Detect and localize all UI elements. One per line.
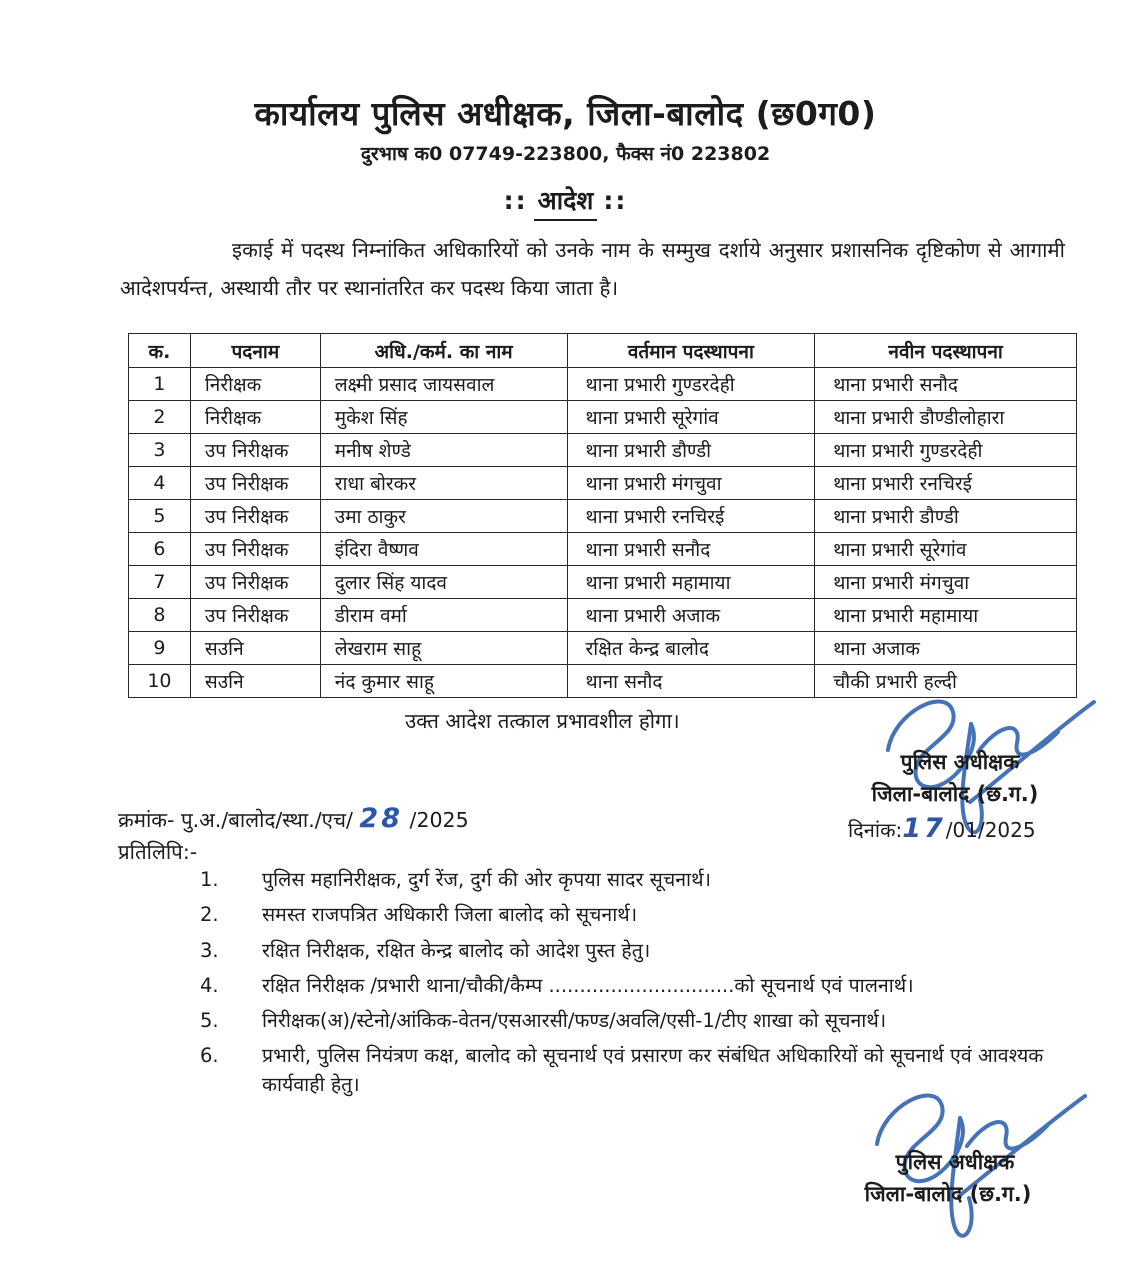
cell-name: लेखराम साहू	[320, 632, 567, 665]
date-label: दिनांक:	[848, 818, 903, 842]
cell-serial: 5	[129, 500, 191, 533]
table-row	[129, 665, 1077, 698]
cell-serial: 7	[129, 566, 191, 599]
cell-designation: उप निरीक्षक	[190, 533, 320, 566]
cell-current-posting: थाना प्रभारी गुण्डरदेही	[567, 368, 815, 401]
cell-current-posting: थाना प्रभारी मंगचुवा	[567, 467, 815, 500]
cell-designation: उप निरीक्षक	[190, 500, 320, 533]
cell-current-posting: थाना प्रभारी महामाया	[567, 566, 815, 599]
copy-item-text: समस्त राजपत्रित अधिकारी जिला बालोद को सूचनार्थ।	[262, 903, 638, 927]
copy-item-text: निरीक्षक(अ)/स्टेनो/आंकिक-वेतन/एसआरसी/फण्ड/अवलि/एसी-1/टीए शाखा को सूचनार्थ।	[262, 1009, 887, 1033]
col-header-current-posting: वर्तमान पदस्थापना	[567, 334, 815, 368]
cell-current-posting: थाना सनौद	[567, 665, 815, 698]
effect-statement: उक्त आदेश तत्काल प्रभावशील होगा।	[405, 709, 680, 733]
cell-designation: सउनि	[190, 665, 320, 698]
cell-designation: उप निरीक्षक	[190, 599, 320, 632]
cell-designation: उप निरीक्षक	[190, 566, 320, 599]
cell-name: उमा ठाकुर	[320, 500, 567, 533]
copy-item-number: 4.	[200, 973, 219, 997]
signatory-district-bottom: जिला-बालोद (छ.ग.)	[864, 1182, 1032, 1206]
col-header-name: अधि./कर्म. का नाम	[320, 334, 567, 368]
signatory-designation-top: पुलिस अधीक्षक	[900, 750, 1020, 774]
table-row	[129, 500, 1077, 533]
copy-item-number: 6.	[200, 1044, 219, 1068]
copy-item	[200, 866, 1085, 894]
cell-current-posting: थाना प्रभारी सूरेगांव	[567, 401, 815, 434]
cell-current-posting: थाना प्रभारी डौण्डी	[567, 434, 815, 467]
order-title	[0, 183, 1131, 221]
table-row	[129, 434, 1077, 467]
table-row	[129, 632, 1077, 665]
copy-item-number: 1.	[200, 868, 219, 891]
cell-serial: 10	[129, 665, 191, 698]
cell-new-posting: थाना प्रभारी रनचिरई	[815, 467, 1077, 500]
cell-name: डीराम वर्मा	[320, 599, 567, 632]
table-row	[129, 599, 1077, 632]
cell-new-posting: थाना प्रभारी महामाया	[815, 599, 1077, 632]
order-decor-right: ::	[603, 186, 628, 215]
copy-item-text: प्रभारी, पुलिस नियंत्रण कक्ष, बालोद को सूचनार्थ एवं प्रसारण कर संबंधित अधिकारियों को सूचनार्थ एवं आवश्यक कार्यवाही हेतु।	[262, 1044, 1044, 1096]
table-row	[129, 566, 1077, 599]
signatory-district-top: जिला-बालोद (छ.ग.)	[871, 782, 1039, 806]
cell-name: दुलार सिंह यादव	[320, 566, 567, 599]
cell-serial: 4	[129, 467, 191, 500]
table-row	[129, 368, 1077, 401]
cell-new-posting: थाना प्रभारी सनौद	[815, 368, 1077, 401]
cell-new-posting: थाना प्रभारी सूरेगांव	[815, 533, 1077, 566]
cell-new-posting: थाना अजाक	[815, 632, 1077, 665]
cell-serial: 3	[129, 434, 191, 467]
cell-serial: 8	[129, 599, 191, 632]
cell-name: लक्ष्मी प्रसाद जायसवाल	[320, 368, 567, 401]
cell-new-posting: थाना प्रभारी डौण्डीलोहारा	[815, 401, 1077, 434]
cell-current-posting: रक्षित केन्द्र बालोद	[567, 632, 815, 665]
cell-designation: सउनि	[190, 632, 320, 665]
office-title: कार्यालय पुलिस अधीक्षक, जिला-बालोद (छ0ग0)	[254, 94, 877, 133]
cell-designation: उप निरीक्षक	[190, 467, 320, 500]
order-date	[848, 815, 1108, 843]
copy-item	[200, 937, 1085, 965]
date-day-handwritten: 17	[902, 813, 946, 844]
table-header-row	[129, 334, 1077, 368]
copies-label: प्रतिलिपि:-	[118, 840, 198, 864]
date-month-year: /01/2025	[945, 818, 1036, 842]
intro-paragraph: इकाई में पदस्थ निम्नांकित अधिकारियों को उनके नाम के सम्मुख दर्शाये अनुसार प्रशासनिक दृष्टिकोण से आगामी आदेशपर्यन्त, अस्थायी तौर पर स्थानांतरित कर पदस्थ किया जाता है।	[120, 238, 1065, 300]
col-header-designation: पदनाम	[190, 334, 320, 368]
copy-item	[200, 972, 1085, 1000]
copies-list	[200, 866, 1085, 1106]
order-decor-left: ::	[503, 186, 528, 215]
cell-designation: निरीक्षक	[190, 368, 320, 401]
cell-name: राधा बोरकर	[320, 467, 567, 500]
cell-name: नंद कुमार साहू	[320, 665, 567, 698]
cell-name: मनीष शेण्डे	[320, 434, 567, 467]
table-row	[129, 467, 1077, 500]
ref-number-handwritten: 28	[359, 803, 403, 834]
order-title-word: आदेश	[534, 183, 598, 221]
copy-item-number: 2.	[200, 903, 219, 927]
transfer-table	[128, 333, 1077, 698]
cell-new-posting: थाना प्रभारी डौण्डी	[815, 500, 1077, 533]
cell-new-posting: चौकी प्रभारी हल्दी	[815, 665, 1077, 698]
cell-serial: 2	[129, 401, 191, 434]
ref-suffix: /2025	[409, 808, 469, 832]
col-header-new-posting: नवीन पदस्थापना	[815, 334, 1077, 368]
cell-new-posting: थाना प्रभारी मंगचुवा	[815, 566, 1077, 599]
ref-prefix: क्रमांक- पु.अ./बालोद/स्था./एच/	[118, 808, 353, 832]
cell-name: मुकेश सिंह	[320, 401, 567, 434]
contact-line: दुरभाष क0 07749-223800, फैक्स नं0 223802	[360, 143, 771, 165]
copy-item-text: रक्षित निरीक्षक /प्रभारी थाना/चौकी/कैम्प ..............................को सूचनार्थ एवं पालनार्थ।	[262, 973, 914, 997]
cell-serial: 1	[129, 368, 191, 401]
copy-item-number: 5.	[200, 1009, 219, 1033]
cell-current-posting: थाना प्रभारी अजाक	[567, 599, 815, 632]
cell-serial: 9	[129, 632, 191, 665]
copy-item-number: 3.	[200, 938, 219, 962]
table-row	[129, 533, 1077, 566]
cell-serial: 6	[129, 533, 191, 566]
cell-designation: निरीक्षक	[190, 401, 320, 434]
cell-designation: उप निरीक्षक	[190, 434, 320, 467]
cell-current-posting: थाना प्रभारी रनचिरई	[567, 500, 815, 533]
col-header-serial: क.	[129, 334, 191, 368]
copy-item	[200, 1042, 1085, 1099]
signatory-designation-bottom: पुलिस अधीक्षक	[895, 1150, 1015, 1174]
table-row	[129, 401, 1077, 434]
cell-new-posting: थाना प्रभारी गुण्डरदेही	[815, 434, 1077, 467]
copy-item-text: पुलिस महानिरीक्षक, दुर्ग रेंज, दुर्ग की ओर कृपया सादर सूचनार्थ।	[262, 868, 711, 891]
cell-name: इंदिरा वैष्णव	[320, 533, 567, 566]
copy-item-text: रक्षित निरीक्षक, रक्षित केन्द्र बालोद को आदेश पुस्त हेतु।	[262, 938, 651, 962]
reference-number-line	[118, 805, 678, 834]
cell-current-posting: थाना प्रभारी सनौद	[567, 533, 815, 566]
copy-item	[200, 1007, 1085, 1035]
copy-item	[200, 901, 1085, 929]
